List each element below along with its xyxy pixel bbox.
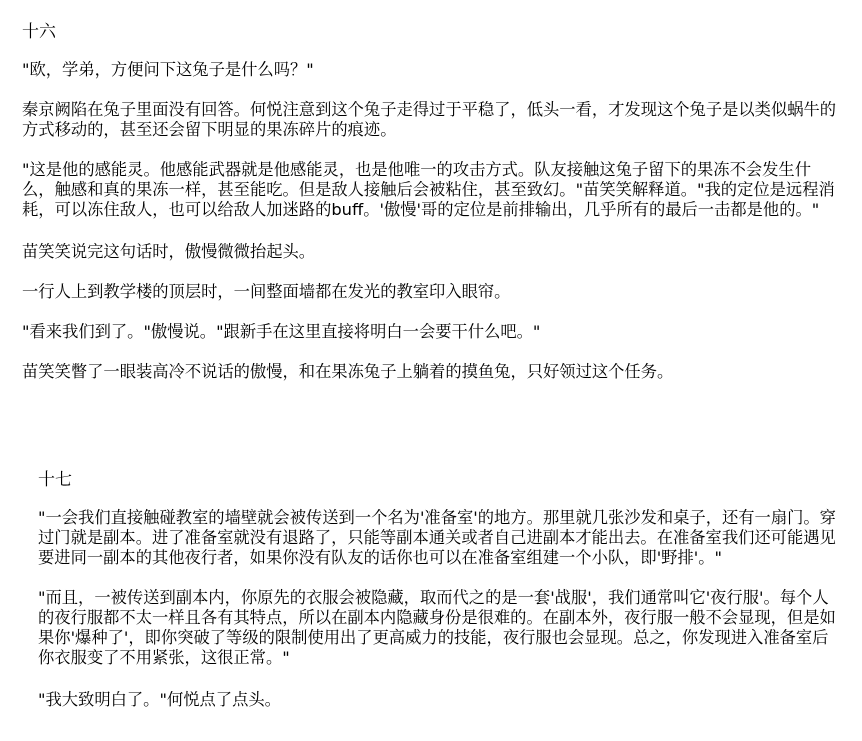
chapter-title: 十七 — [38, 470, 72, 490]
paragraph: "这是他的感能灵。他感能武器就是他感能灵，也是他唯一的攻击方式。队友接触这兔子留下的果冻不会发生什么，触感和真的果冻一样，甚至能吃。但是敌人接触后会被粘住，甚至致幻。"苗笑笑解释道。"我的定位是远程消耗，可以冻住敌人，也可以给敌人加迷路的buff。'傲慢'哥的定位是前排输出，几乎所有的最后一击都是他的。" — [22, 160, 835, 219]
paragraph: 苗笑笑说完这句话时，傲慢微微抬起头。 — [22, 242, 316, 261]
paragraph: 秦京阙陷在兔子里面没有回答。何悦注意到这个兔子走得过于平稳了，低头一看，才发现这个兔子是以类似蜗牛的方式移动的，甚至还会留下明显的果冻碎片的痕迹。 — [22, 100, 837, 139]
chapter-sixteen — [22, 20, 842, 382]
chapter-seventeen — [38, 468, 838, 710]
paragraph: 苗笑笑瞥了一眼装高冷不说话的傲慢，和在果冻兔子上躺着的摸鱼兔，只好领过这个任务。 — [22, 362, 674, 381]
paragraph: "欧，学弟，方便问下这兔子是什么吗？" — [22, 60, 314, 79]
paragraph: "我大致明白了。"何悦点了点头。 — [38, 690, 281, 709]
chapter-title: 十六 — [22, 22, 56, 42]
paragraph: 一行人上到教学楼的顶层时，一间整面墙都在发光的教室印入眼帘。 — [22, 282, 511, 301]
paragraph: "一会我们直接触碰教室的墙壁就会被传送到一个名为'准备室'的地方。那里就几张沙发和桌子，还有一扇门。穿过门就是副本。进了准备室就没有退路了，只能等副本通关或者自己进副本才能出去。在准备室我们还可能遇见要进同一副本的其他夜行者，如果你没有队友的话你也可以在准备室组建一个小队，即'野排'。" — [38, 508, 836, 567]
paragraph: "而且，一被传送到副本内，你原先的衣服会被隐藏，取而代之的是一套'战服'，我们通常叫它'夜行服'。每个人的夜行服都不太一样且各有其特点，所以在副本内隐藏身份是很难的。在副本外，夜行服一般不会显现，但是如果你'爆种了'，即你突破了等级的限制使用出了更高威力的技能，夜行服也会显现。总之，你发现进入准备室后你衣服变了不用紧张，这很正常。" — [38, 588, 836, 667]
paragraph: "看来我们到了。"傲慢说。"跟新手在这里直接将明白一会要干什么吧。" — [22, 322, 541, 341]
